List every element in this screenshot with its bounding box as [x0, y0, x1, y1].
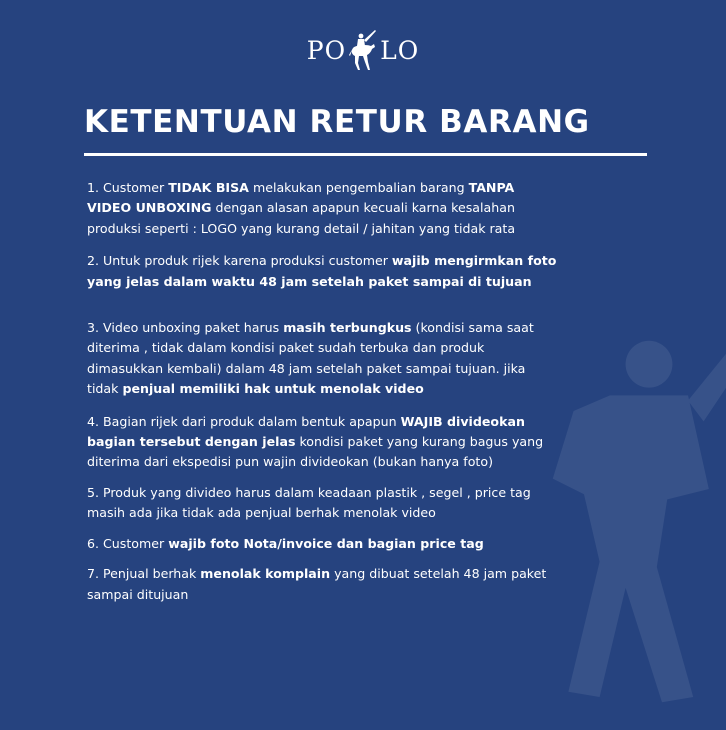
rule-text-bold: menolak komplain [200, 566, 331, 582]
rule-text: 1. Customer [87, 180, 169, 195]
rule-text: dengan alasan apapun kecuali karna kesalahan produksi seperti : LOGO yang kurang detail / jahitan yang tidak rata [87, 200, 516, 236]
rule-text-bold: wajib foto Nota/invoice dan bagian price tag [168, 535, 484, 551]
rule-text: 5. Produk yang divideo harus dalam keadaan plastik , segel , price tag masih ada jika tidak ada penjual berhak menolak video [87, 484, 531, 521]
rule-text-bold: TANPA VIDEO UNBOXING [87, 180, 515, 216]
rule-6 [87, 534, 557, 554]
rule-text-bold: TIDAK BISA [168, 180, 249, 195]
polo-player-horse-icon [347, 28, 379, 72]
title-underline [84, 153, 647, 156]
rule-text: 3. Video unboxing paket harus [87, 320, 284, 336]
rule-text: 4. Bagian rijek dari produk dalam bentuk apapun [87, 413, 401, 429]
rule-text: melakukan pengembalian barang [248, 180, 469, 195]
rule-3 [87, 318, 557, 400]
rule-text: yang dibuat setelah 48 jam paket sampai ditujuan [87, 566, 547, 602]
rule-text-bold: masih terbungkus [283, 320, 412, 336]
rule-1 [87, 178, 557, 239]
brand-logo [0, 28, 726, 72]
return-rules-list [87, 178, 557, 605]
rule-text: kondisi paket yang kurang bagus yang diterima dari ekspedisi pun wajin divideokan (bukan hanya foto) [87, 434, 544, 470]
rule-text: 7. Penjual berhak [87, 566, 201, 582]
rule-5 [87, 483, 557, 524]
rule-4 [87, 412, 557, 473]
rule-text: (kondisi sama saat diterima , tidak dalam kondisi paket sudah terbuka dan produk dimasukkan kembali) dalam 48 jam setelah paket sampai tujuan. jika tidak [87, 320, 534, 397]
rule-text-bold: wajib mengirmkan foto yang jelas dalam waktu 48 jam setelah paket sampai di tujuan [87, 253, 557, 289]
page-title: KETENTUAN RETUR BARANG [84, 104, 590, 140]
rule-7 [87, 564, 557, 605]
rule-text-bold: penjual memiliki hak untuk menolak video [122, 381, 424, 397]
logo-text-right: LO [380, 35, 420, 65]
logo-text-left: PO [306, 35, 347, 65]
rule-text: 6. Customer [87, 535, 169, 551]
rule-text-bold: WAJIB divideokan bagian tersebut dengan jelas [87, 413, 525, 450]
rule-text: 2. Untuk produk rijek karena produksi customer [87, 253, 392, 269]
rule-2 [87, 251, 557, 292]
